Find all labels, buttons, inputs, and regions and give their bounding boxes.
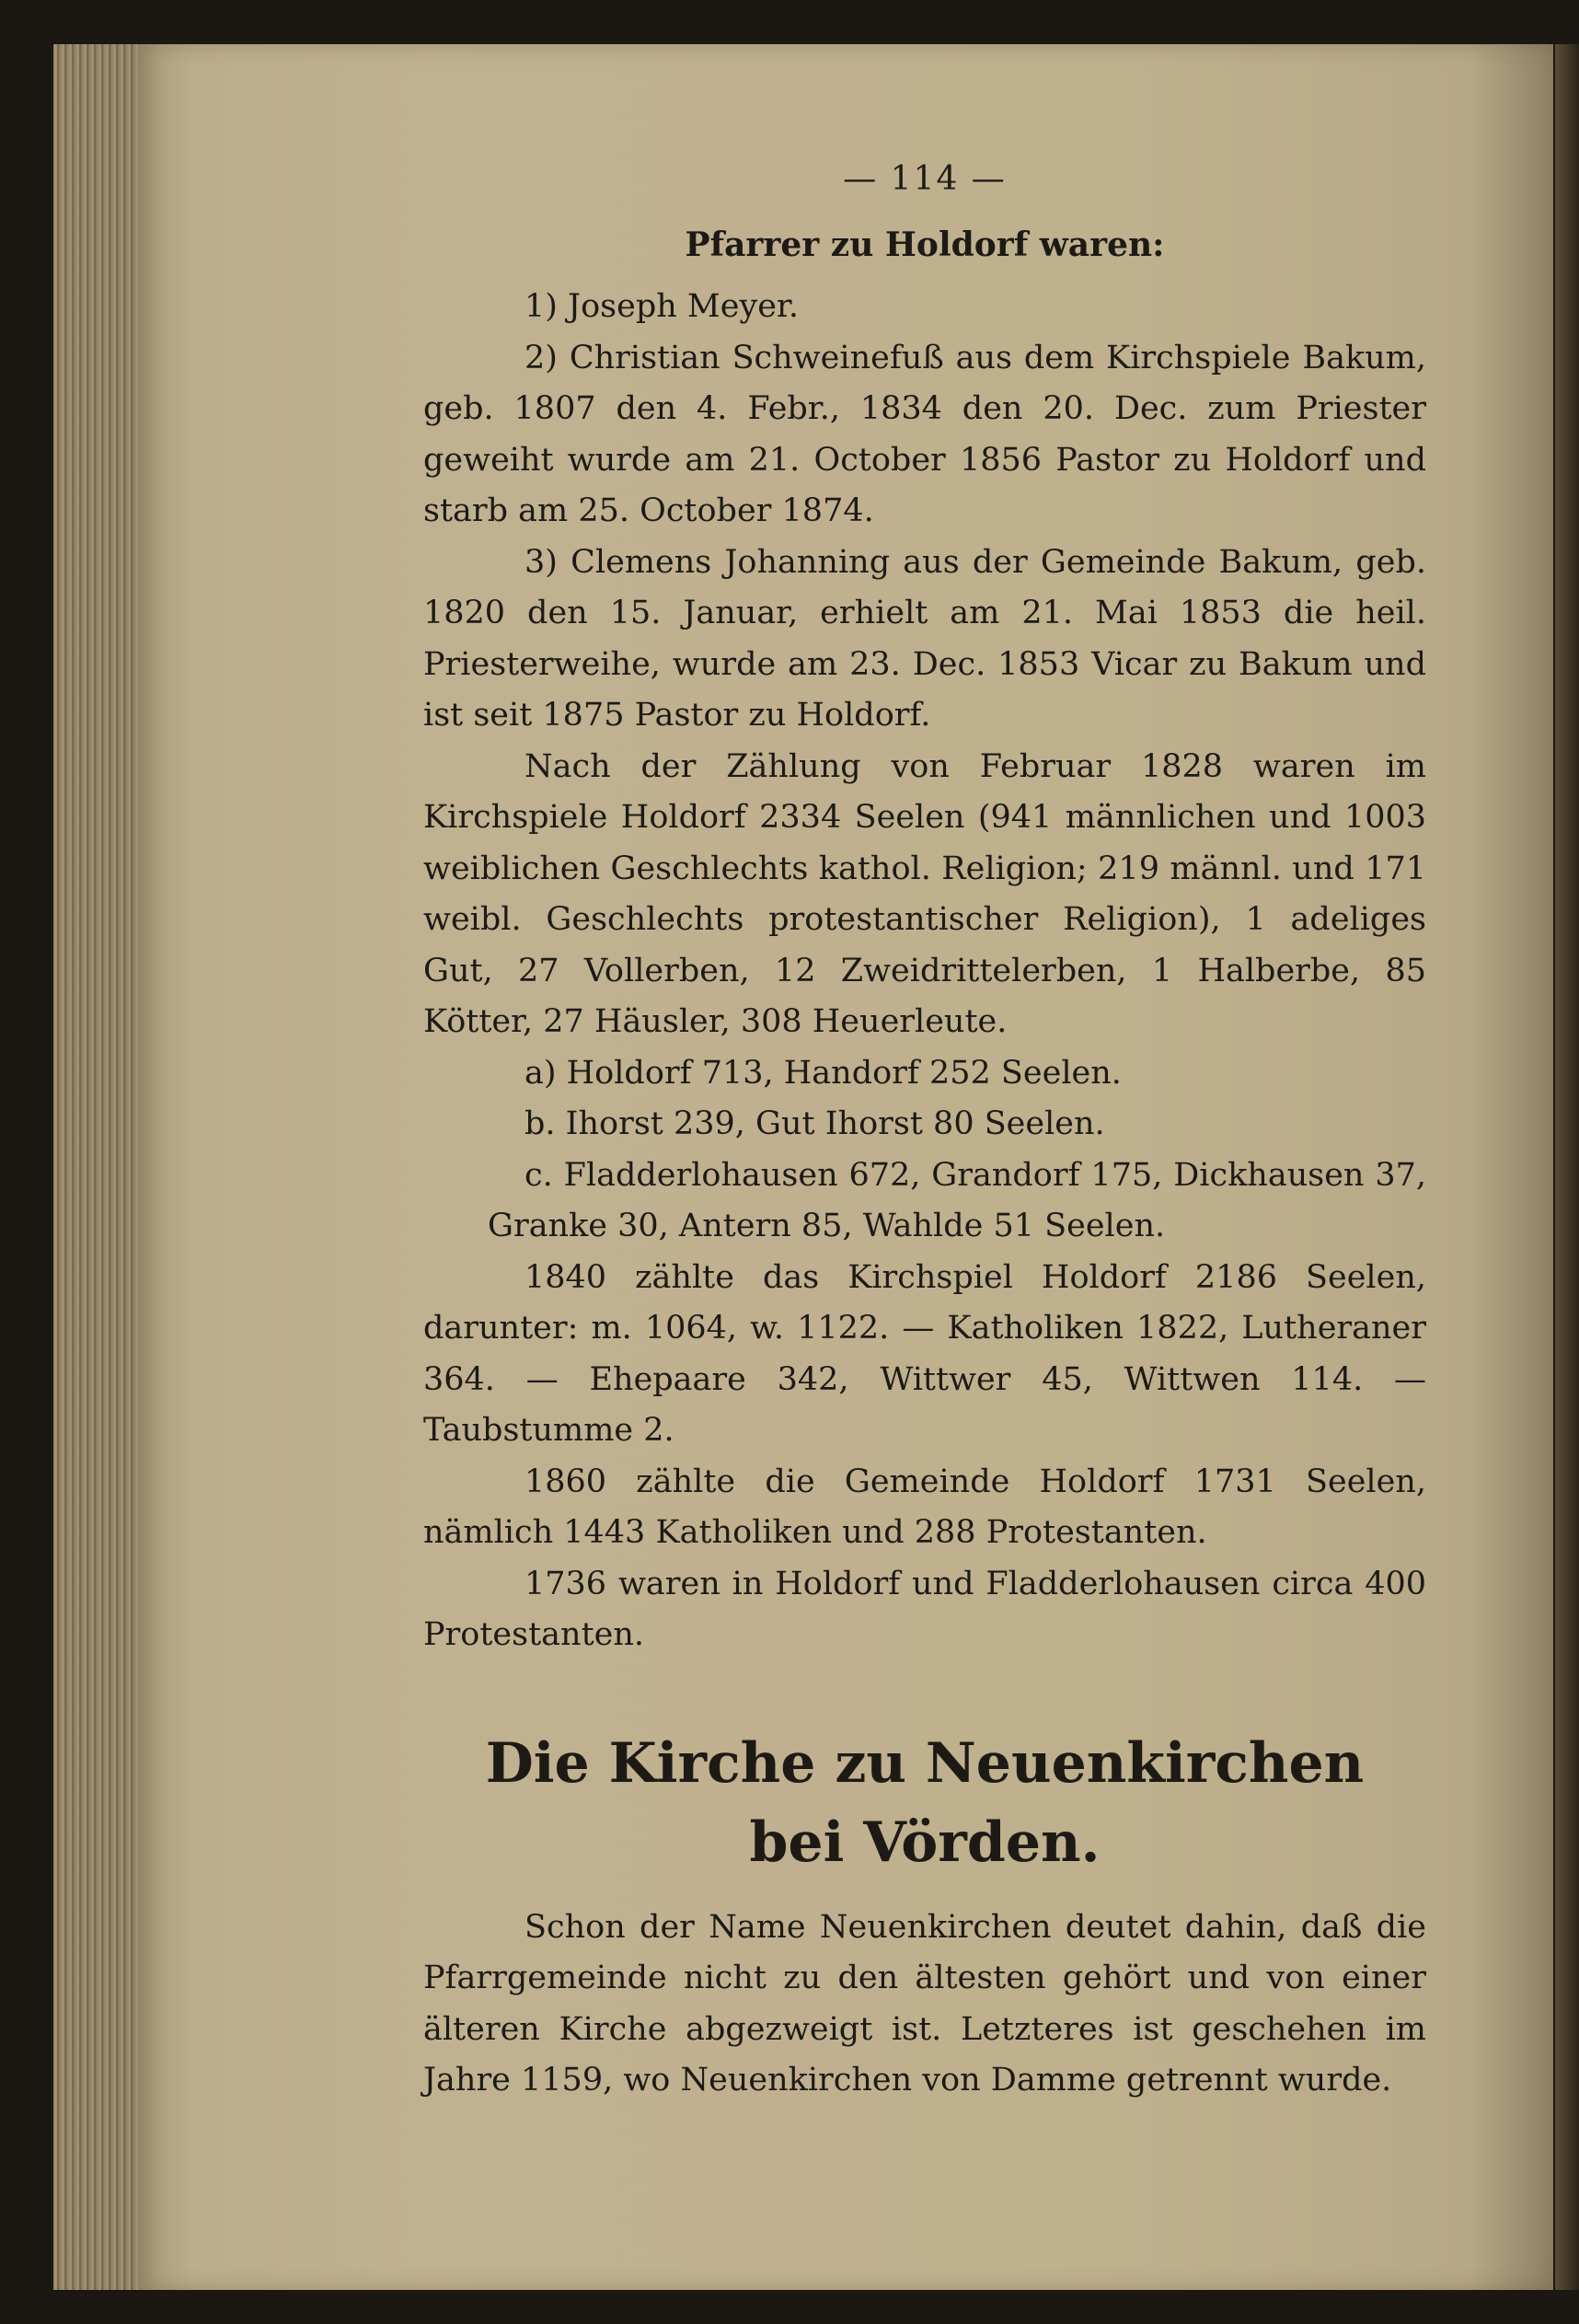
paragraph-census-1828: Nach der Zählung von Februar 1828 waren im Kirchspiele Holdorf 2334 Seelen (941 männlichen und 1003 weiblichen Geschlechts kathol. Religion; 219 männl. und 171 weibl. Geschlechts protestantischer Religion), 1 adeliges Gut, 27 Vollerben, 12 Zweidrittelerben, 1 Halberbe, 85 Kötter, 27 Häusler, 308 Heuerleute.: [423, 747, 1426, 1040]
paragraph-neuenkirchen: Schon der Name Neuenkirchen deutet dahin, daß die Pfarrgemeinde nicht zu den ältesten gehört und von einer älteren Kirche abgezweigt ist. Letzteres ist geschehen im Jahre 1159, wo Neuenkirchen von Damme getrennt wurde.: [423, 1908, 1426, 2099]
section-heading: Pfarrer zu Holdorf waren:: [685, 225, 1165, 264]
paragraph-list-b: b. Ihorst 239, Gut Ihorst 80 Seelen.: [524, 1105, 1105, 1142]
book-gutter: [1555, 44, 1579, 2290]
paragraph-census-1860: 1860 zählte die Gemeinde Holdorf 1731 Seelen, nämlich 1443 Katholiken und 288 Protestanten.: [423, 1463, 1426, 1551]
paragraph-pastor-2: 2) Christian Schweinefuß aus dem Kirchspiele Bakum, geb. 1807 den 4. Febr., 1834 den 20. Dec. zum Priester geweiht wurde am 21. October 1856 Pastor zu Holdorf und starb am 25. October 1874.: [423, 339, 1426, 529]
paragraph-pastor-1: 1) Joseph Meyer.: [524, 288, 799, 325]
page-number: — 114 —: [843, 160, 1007, 198]
paragraph-list-c: c. Fladderlohausen 672, Grandorf 175, Dickhausen 37, Granke 30, Antern 85, Wahlde 51 Seelen.: [488, 1156, 1426, 1244]
chapter-title-line-2: bei Vörden.: [749, 1809, 1101, 1875]
chapter-title-line-1: Die Kirche zu Neuenkirchen: [485, 1730, 1365, 1796]
paragraph-list-a: a) Holdorf 713, Handorf 252 Seelen.: [524, 1054, 1122, 1092]
chapter-title: [423, 1724, 1426, 1882]
paragraph-census-1840: 1840 zählte das Kirchspiel Holdorf 2186 Seelen, darunter: m. 1064, w. 1122. — Katholiken 1822, Lutheraner 364. — Ehepaare 342, Wittwer 45, Wittwen 114. — Taubstumme 2.: [423, 1258, 1426, 1449]
paragraph-1736: 1736 waren in Holdorf und Fladderlohausen circa 400 Protestanten.: [423, 1565, 1426, 1653]
page-content: [423, 147, 1426, 2107]
paragraph-pastor-3: 3) Clemens Johanning aus der Gemeinde Bakum, geb. 1820 den 15. Januar, erhielt am 21. Mai 1853 die heil. Priesterweihe, wurde am 23. Dec. 1853 Vicar zu Bakum und ist seit 1875 Pastor zu Holdorf.: [423, 543, 1426, 734]
